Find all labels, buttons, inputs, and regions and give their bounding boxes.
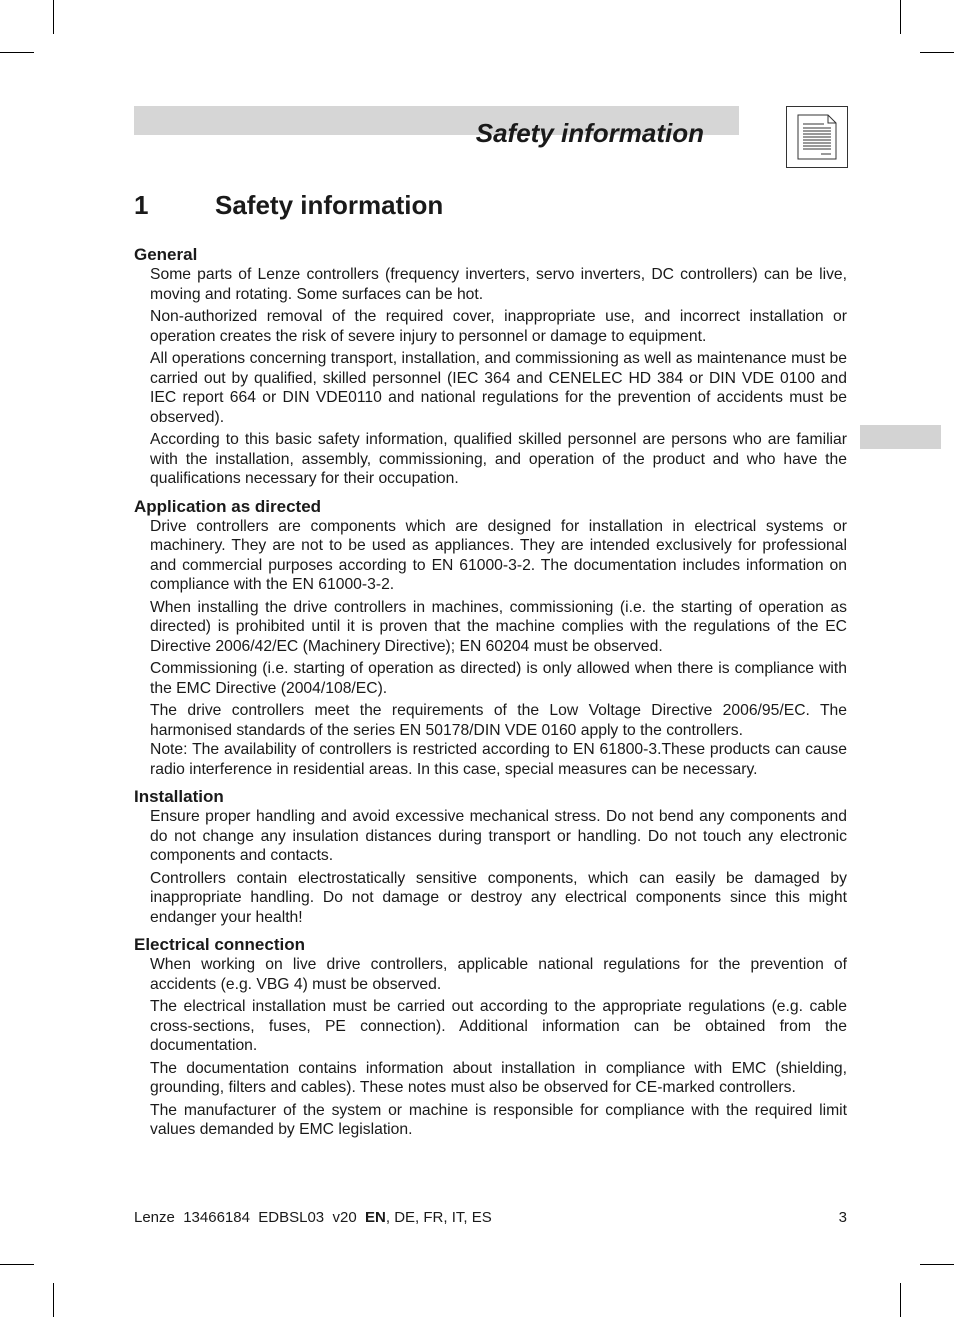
- paragraph: The electrical installation must be carried out according to the appropriate regulations (e.g. cable cross-sections, fuses, PE connection). Additional information can be obtained from the documentation.: [150, 998, 847, 1054]
- chapter-number: 1: [134, 190, 149, 220]
- page-number: 3: [838, 1209, 847, 1226]
- crop-mark: [0, 1264, 34, 1265]
- paragraph: Non-authorized removal of the required cover, inappropriate use, and incorrect installation or operation creates the risk of severe injury to personnel or damage to equipment.: [150, 308, 847, 345]
- footer-lang-active: EN: [365, 1209, 386, 1226]
- crop-mark: [920, 1264, 954, 1265]
- paragraph: When installing the drive controllers in machines, commissioning (i.e. the starting of operation as directed) is prohibited until it is proven that the machine complies with the regulations of the EC Directive 2006/42/EC (Machinery Directive); EN 60204 must be observed.: [150, 598, 847, 655]
- paragraph: Ensure proper handling and avoid excessive mechanical stress. Do not bend any components and do not change any insulation distances during transport or handling. Do not touch any electronic components and contacts.: [150, 808, 847, 864]
- paragraph: Some parts of Lenze controllers (frequency inverters, servo inverters, DC controllers) can be live, moving and rotating. Some surfaces can be hot.: [150, 266, 847, 303]
- chapter-title: Safety information: [215, 190, 444, 220]
- section-heading: Electrical connection: [134, 935, 305, 954]
- document-icon-graphic: [787, 107, 847, 167]
- section-general: [134, 244, 847, 489]
- crop-mark: [900, 0, 901, 34]
- section-heading: Installation: [134, 787, 224, 806]
- paragraph: All operations concerning transport, installation, and commissioning as well as maintenance must be carried out by qualified, skilled personnel (IEC 364 and CENELEC HD 384 or DIN VDE 0100 and IEC report 664 or DIN VDE0110 and national regulations for the prevention of accidents must be observed).: [150, 350, 847, 426]
- section-application: [134, 496, 847, 780]
- content-body: [134, 244, 847, 1147]
- paragraph: The drive controllers meet the requirements of the Low Voltage Directive 2006/95/EC. The harmonised standards of the series EN 50178/DIN VDE 0160 apply to the controllers.: [150, 702, 847, 739]
- crop-mark: [900, 1283, 901, 1317]
- paragraph: When working on live drive controllers, applicable national regulations for the prevention of accidents (e.g. VBG 4) must be observed.: [150, 956, 847, 993]
- section-installation: [134, 786, 847, 927]
- paragraph: According to this basic safety information, qualified skilled personnel are persons who are familiar with the installation, assembly, commissioning, and operation of the product and who have the qualifications necessary for their occupation.: [150, 431, 847, 487]
- section-tab-marker: [860, 425, 941, 449]
- paragraph: The manufacturer of the system or machine is responsible for compliance with the required limit values demanded by EMC legislation.: [150, 1101, 847, 1138]
- chapter-heading: [134, 188, 443, 222]
- paragraph: Drive controllers are components which are designed for installation in electrical systems or machinery. They are not to be used as appliances. They are intended exclusively for professional and commercial purposes according to EN 61000-3-2. The documentation includes information on compliance with the EN 61000-3-2.: [150, 517, 847, 593]
- footer-doc-info: [134, 1208, 492, 1228]
- paragraph: Note: The availability of controllers is restricted according to EN 61800-3.These products can cause radio interference in residential areas. In this case, special measures can be necessary.: [150, 741, 847, 778]
- section-heading: General: [134, 245, 198, 264]
- header-title: Safety information: [475, 118, 704, 148]
- document-icon: [786, 106, 848, 168]
- section-heading: Application as directed: [134, 496, 322, 516]
- footer-lang-rest: , DE, FR, IT, ES: [385, 1209, 492, 1226]
- crop-mark: [0, 52, 34, 53]
- section-electrical-connection: [134, 934, 847, 1140]
- crop-mark: [920, 52, 954, 53]
- footer-prefix: Lenze 13466184 EDBSL03 v20: [134, 1209, 366, 1226]
- paragraph: Commissioning (i.e. starting of operation as directed) is only allowed when there is compliance with the EMC Directive (2004/108/EC).: [150, 660, 847, 697]
- page-footer: [134, 1208, 847, 1228]
- crop-mark: [53, 1283, 54, 1317]
- paragraph: Controllers contain electrostatically sensitive components, which can easily be damaged by inappropriate handling. Do not damage or destroy any electrical components since this might endanger your health!: [150, 869, 847, 926]
- paragraph: The documentation contains information about installation in compliance with EMC (shielding, grounding, filters and cables). These notes must also be observed for CE-marked controllers.: [150, 1059, 847, 1096]
- crop-mark: [53, 0, 54, 34]
